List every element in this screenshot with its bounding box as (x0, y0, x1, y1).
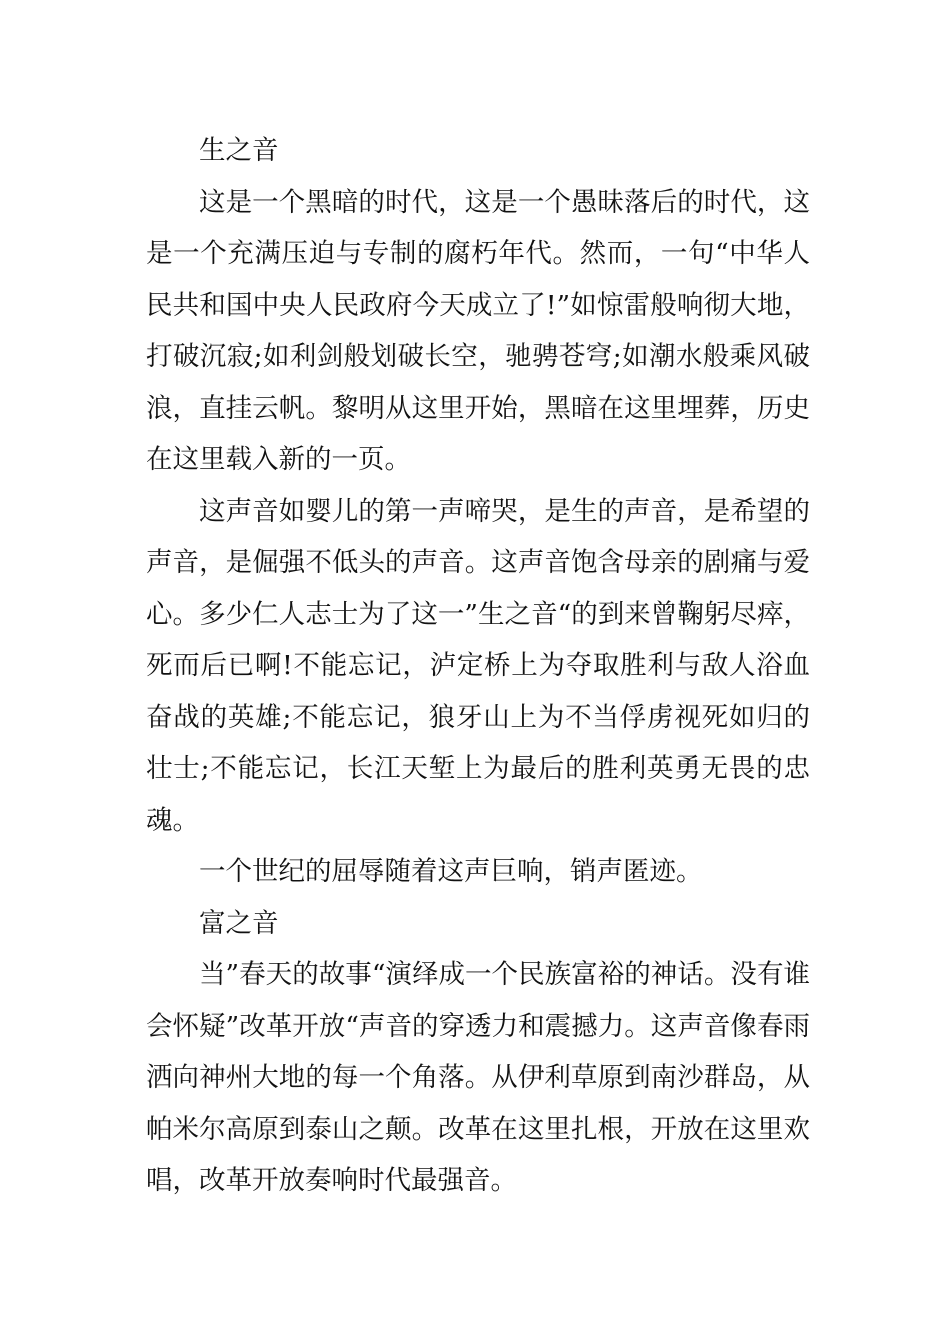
section-heading-fu: 富之音 (199, 907, 279, 939)
document-body (146, 125, 810, 1207)
paragraph: 这声音如婴儿的第一声啼哭，是生的声音，是希望的声音，是倔强不低头的声音。这声音饱含母亲的剧痛与爱心。多少仁人志士为了这一”生之音“的到来曾鞠躬尽瘁，死而后已啊!不能忘记，泸定桥上为夺取胜利与敌人浴血奋战的英雄;不能忘记，狼牙山上为不当俘虏视死如归的壮士;不能忘记，长江天堑上为最后的胜利英勇无畏的忠魂。 (146, 495, 810, 836)
section-heading-sheng: 生之音 (199, 135, 279, 166)
paragraph: 一个世纪的屈辱随着这声巨响，销声匿迹。 (199, 856, 703, 887)
paragraph: 当”春天的故事“演绎成一个民族富裕的神话。没有谁会怀疑”改革开放“声音的穿透力和震撼力。这声音像春雨洒向神州大地的每一个角落。从伊利草原到南沙群岛，从帕米尔高原到泰山之颠。改革在这里扎根，开放在这里欢唱，改革开放奏响时代最强音。 (146, 959, 810, 1196)
paragraph: 这是一个黑暗的时代，这是一个愚昧落后的时代，这是一个充满压迫与专制的腐朽年代。然而，一句“中华人民共和国中央人民政府今天成立了!”如惊雷般响彻大地，打破沉寂;如利剑般划破长空，驰骋苍穹;如潮水般乘风破浪，直挂云帆。黎明从这里开始，黑暗在这里埋葬，历史在这里载入新的一页。 (146, 186, 810, 475)
